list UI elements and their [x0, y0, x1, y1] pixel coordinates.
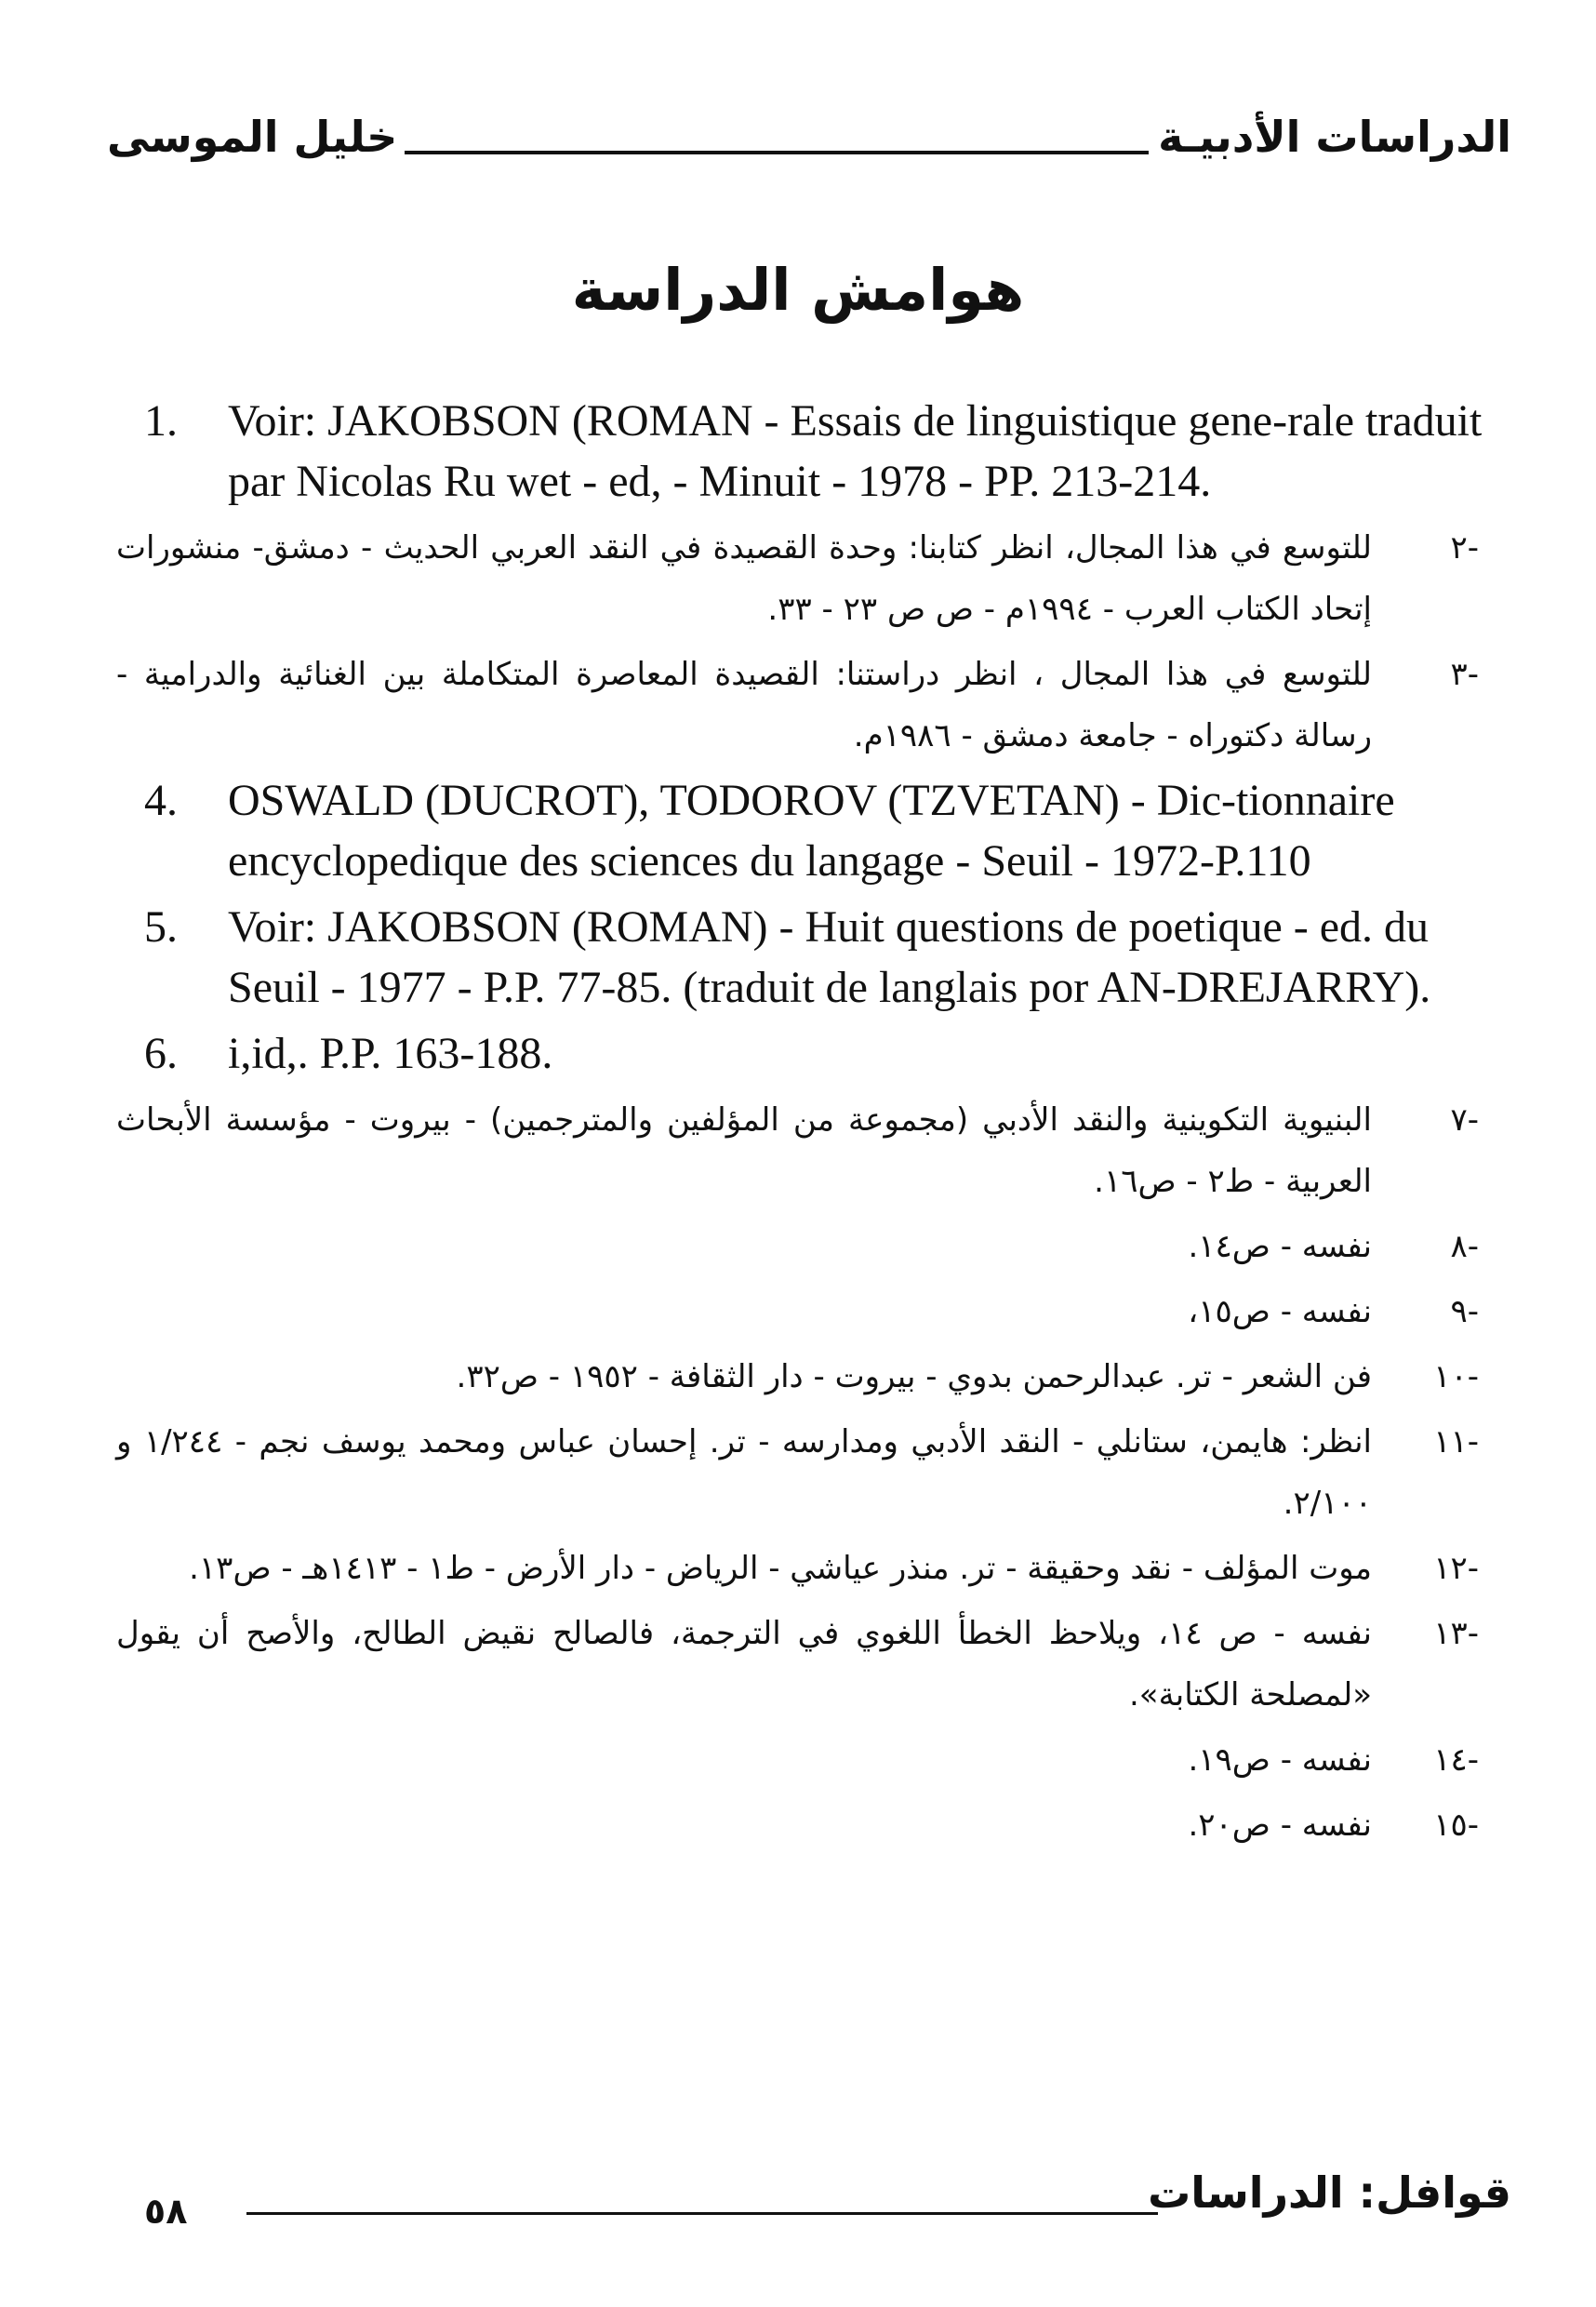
note-number: -١٤: [1433, 1741, 1479, 1779]
note-text: Voir: JAKOBSON (ROMAN - Essais de linguistique gene-rale traduit par Nicolas Ru wet - ed, - Minuit - 1978 - PP. 213-214.: [228, 396, 1483, 506]
note-number: -٩: [1450, 1293, 1479, 1330]
author-name: خليل الموسى: [107, 112, 398, 162]
note-text: نفسه - ص ١٤، ويلاحظ الخطأ اللغوي في الترجمة، فالصالح نقيض الطالح، والأصح أن يقول «لمصلحة الكتابة».: [116, 1615, 1372, 1714]
note-item-5: [116, 897, 1493, 1018]
note-text: انظر: هايمن، ستانلي - النقد الأدبي ومدارسه - تر. إحسان عباس ومحمد يوسف نجم - ١/٢٤٤ و ٢/١٠٠.: [116, 1423, 1372, 1522]
page-title: هوامش الدراسة: [571, 256, 1025, 324]
header-rule: [405, 151, 1149, 154]
note-number: -١١: [1433, 1423, 1479, 1460]
note-number: 5.: [144, 902, 178, 952]
note-number: -٧: [1450, 1101, 1479, 1139]
note-item-10: [116, 1346, 1493, 1407]
series-title: قوافل: الدراسات: [1148, 2167, 1511, 2218]
note-text: للتوسع في هذا المجال ، انظر دراستنا: القصيدة المعاصرة المتكاملة بين الغنائية والدرامية - رسالة دكتوراه - جامعة دمشق - ١٩٨٦م.: [116, 656, 1372, 754]
section-title: الدراسات الأدبيـة: [1158, 112, 1511, 162]
note-number: -٢: [1450, 529, 1479, 567]
note-number: -١٠: [1433, 1358, 1479, 1395]
note-number: -٨: [1450, 1228, 1479, 1265]
note-number: 4.: [144, 776, 178, 825]
note-text: نفسه - ص١٩.: [1188, 1741, 1372, 1779]
note-number: -٣: [1450, 656, 1479, 693]
note-item-1: [116, 391, 1493, 512]
note-number: -١٢: [1433, 1550, 1479, 1587]
note-item-6: [116, 1023, 1493, 1084]
note-text: فن الشعر - تر. عبدالرحمن بدوي - بيروت - دار الثقافة - ١٩٥٢ - ص٣٢.: [456, 1358, 1372, 1395]
note-item-9: [116, 1281, 1493, 1342]
note-text: Voir: JAKOBSON (ROMAN) - Huit questions de poetique - ed. du Seuil - 1977 - P.P. 77-85. (traduit de langlais por AN-DREJARRY).: [228, 902, 1431, 1012]
note-item-4: [116, 770, 1493, 891]
note-text: البنيوية التكوينية والنقد الأدبي (مجموعة من المؤلفين والمترجمين) - بيروت - مؤسسة الأبحاث العربية - ط٢ - ص١٦.: [116, 1101, 1372, 1200]
note-number: 1.: [144, 396, 178, 446]
note-item-15: [116, 1794, 1493, 1856]
note-text: نفسه - ص١٤.: [1188, 1228, 1372, 1265]
note-text: موت المؤلف - نقد وحقيقة - تر. منذر عياشي - الرياض - دار الأرض - ط١ - ١٤١٣هـ - ص١٣.: [189, 1550, 1372, 1587]
note-number: -١٣: [1433, 1615, 1479, 1652]
note-number: -١٥: [1433, 1807, 1479, 1844]
note-item-12: [116, 1538, 1493, 1599]
note-item-13: [116, 1603, 1493, 1726]
note-item-14: [116, 1729, 1493, 1791]
note-item-3: [116, 644, 1493, 767]
note-text: OSWALD (DUCROT), TODOROV (TZVETAN) - Dic-tionnaire encyclopedique des sciences du langage - Seuil - 1972-P.110: [228, 776, 1395, 886]
note-text: للتوسع في هذا المجال، انظر كتابنا: وحدة القصيدة في النقد العربي الحديث - دمشق- منشورات إتحاد الكتاب العرب - ١٩٩٤م - ص ص ٢٣ - ٣٣.: [116, 529, 1372, 628]
note-text: i,id,. P.P. 163-188.: [228, 1029, 553, 1078]
footer-rule: [246, 2212, 1158, 2215]
note-number: 6.: [144, 1029, 178, 1078]
page-number: ٥٨: [144, 2191, 188, 2232]
note-item-7: [116, 1089, 1493, 1212]
note-text: نفسه - ص٢٠.: [1188, 1807, 1372, 1844]
note-item-11: [116, 1411, 1493, 1534]
page-header: [107, 112, 1511, 186]
note-item-8: [116, 1216, 1493, 1277]
page-footer: [144, 2167, 1511, 2242]
note-item-2: [116, 517, 1493, 640]
notes-list: [116, 391, 1493, 1860]
note-text: نفسه - ص١٥،: [1188, 1293, 1372, 1330]
